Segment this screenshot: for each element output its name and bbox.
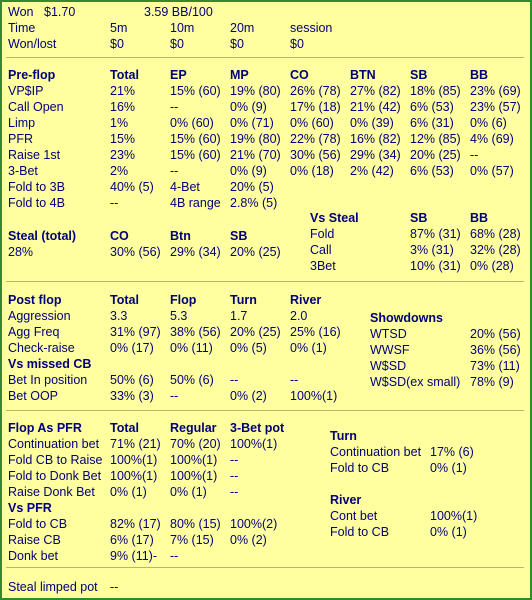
preflop-cell: 29% (34) <box>350 148 401 162</box>
showdown-row-label: W$SD <box>370 359 407 373</box>
preflop-header: MP <box>230 68 249 82</box>
time-label: Time <box>8 21 36 35</box>
showdown-row-value: 78% (9) <box>470 375 514 389</box>
vs-steal-bb-value: 68% (28) <box>470 227 521 241</box>
flop-as-pfr-cell: 0% (1) <box>170 485 207 499</box>
flop-as-pfr-cell: 100%(1) <box>170 469 218 483</box>
showdown-row-value: 20% (56) <box>470 327 521 341</box>
river-row-value: 100%(1) <box>430 509 478 523</box>
vs-pfr-row-label: Raise CB <box>8 533 61 547</box>
steal-co-value: 30% (56) <box>110 245 161 259</box>
preflop-cell: 21% (42) <box>350 100 401 114</box>
vs-steal-bb-value: 32% (28) <box>470 243 521 257</box>
preflop-cell: 21% (70) <box>230 148 281 162</box>
flop-as-pfr-row-label: Fold CB to Raise <box>8 453 103 467</box>
vs-missed-cb-cell: 50% (6) <box>170 373 214 387</box>
preflop-cell: 15% (60) <box>170 132 221 146</box>
flop-as-pfr-cell: -- <box>230 469 239 483</box>
preflop-cell: 15% (60) <box>170 84 221 98</box>
flop-as-pfr-row-label: Continuation bet <box>8 437 100 451</box>
vs-steal-header-bb: BB <box>470 211 489 225</box>
turn-row-value: 0% (1) <box>430 461 467 475</box>
showdown-row-label: W$SD(ex small) <box>370 375 461 389</box>
showdown-row-value: 73% (11) <box>470 359 520 373</box>
postflop-row-label: Aggression <box>8 309 71 323</box>
vs-pfr-cell: 100%(2) <box>230 517 278 531</box>
four-bet-range-value: 2.8% (5) <box>230 196 278 210</box>
vs-missed-cb-cell: 100%(1) <box>290 389 338 403</box>
showdown-row-label: WWSF <box>370 343 410 357</box>
time-10m: 10m <box>170 21 195 35</box>
postflop-cell: 0% (17) <box>110 341 154 355</box>
postflop-cell: 2.0 <box>290 309 308 323</box>
won-lost-5m: $0 <box>110 37 124 51</box>
section-divider <box>6 281 524 282</box>
flop-as-pfr-cell: 0% (1) <box>110 485 147 499</box>
preflop-cell: 0% (6) <box>470 116 507 130</box>
postflop-title: Post flop <box>8 293 62 307</box>
preflop-header: CO <box>290 68 309 82</box>
preflop-row-label: Call Open <box>8 100 64 114</box>
vs-steal-sb-value: 10% (31) <box>410 259 461 273</box>
preflop-cell: -- <box>170 100 179 114</box>
preflop-row-label: Raise 1st <box>8 148 61 162</box>
flop-as-pfr-title: Flop As PFR <box>8 421 82 435</box>
vs-pfr-cell: -- <box>170 549 179 563</box>
time-20m: 20m <box>230 21 255 35</box>
preflop-cell: 6% (53) <box>410 100 454 114</box>
won-lost-label: Won/lost <box>8 37 57 51</box>
won-label: Won <box>8 5 34 19</box>
flop-as-pfr-cell: -- <box>230 453 239 467</box>
vs-pfr-row-label: Fold to CB <box>8 517 68 531</box>
preflop-cell: 6% (53) <box>410 164 454 178</box>
vs-missed-cb-cell: 50% (6) <box>110 373 154 387</box>
postflop-cell: 1.7 <box>230 309 248 323</box>
preflop-header: SB <box>410 68 428 82</box>
preflop-cell: 15% (60) <box>170 148 221 162</box>
river-row-label: Cont bet <box>330 509 378 523</box>
steal-total-title: Steal (total) <box>8 229 77 243</box>
vs-steal-sb-value: 87% (31) <box>410 227 461 241</box>
flop-as-pfr-header: Total <box>110 421 139 435</box>
vs-steal-row-label: 3Bet <box>310 259 336 273</box>
preflop-cell: 19% (80) <box>230 132 281 146</box>
won-lost-10m: $0 <box>170 37 184 51</box>
vs-steal-sb-value: 3% (31) <box>410 243 454 257</box>
preflop-cell: 23% <box>110 148 136 162</box>
preflop-cell: 21% <box>110 84 136 98</box>
vs-missed-cb-cell: -- <box>170 389 179 403</box>
section-divider <box>6 567 524 568</box>
preflop-cell: -- <box>470 148 479 162</box>
won-amount: $1.70 <box>44 5 76 19</box>
vs-steal-row-label: Call <box>310 243 332 257</box>
postflop-row-label: Agg Freq <box>8 325 60 339</box>
vs-steal-bb-value: 0% (28) <box>470 259 514 273</box>
flop-as-pfr-cell: 71% (21) <box>110 437 161 451</box>
preflop-header: EP <box>170 68 187 82</box>
turn-row-label: Continuation bet <box>330 445 422 459</box>
vs-missed-cb-title: Vs missed CB <box>8 357 92 371</box>
vs-missed-cb-row-label: Bet In position <box>8 373 88 387</box>
postflop-cell: 20% (25) <box>230 325 281 339</box>
preflop-cell: 18% (85) <box>410 84 461 98</box>
steal-header-co: CO <box>110 229 129 243</box>
vs-steal-title: Vs Steal <box>310 211 359 225</box>
preflop-cell: 23% (69) <box>470 84 521 98</box>
flop-as-pfr-row-label: Fold to Donk Bet <box>8 469 102 483</box>
vs-pfr-cell: 0% (2) <box>230 533 267 547</box>
preflop-cell: 17% (18) <box>290 100 341 114</box>
postflop-header: River <box>290 293 322 307</box>
flop-as-pfr-cell: 70% (20) <box>170 437 221 451</box>
showdowns-title: Showdowns <box>370 311 443 325</box>
preflop-cell: 12% (85) <box>410 132 461 146</box>
postflop-cell: 0% (1) <box>290 341 327 355</box>
vs-pfr-title: Vs PFR <box>8 501 52 515</box>
won-lost-session: $0 <box>290 37 304 51</box>
preflop-cell: 23% (57) <box>470 100 521 114</box>
preflop-row-label: Limp <box>8 116 36 130</box>
vs-missed-cb-cell: 33% (3) <box>110 389 154 403</box>
vs-missed-cb-cell: -- <box>290 373 299 387</box>
preflop-cell: 0% (71) <box>230 116 274 130</box>
fold-to-4bet-label: Fold to 4B <box>8 196 65 210</box>
postflop-header: Turn <box>230 293 257 307</box>
fold-to-4bet-value: -- <box>110 196 119 210</box>
preflop-cell: 0% (60) <box>170 116 214 130</box>
four-bet-value: 20% (5) <box>230 180 274 194</box>
preflop-cell: 22% (78) <box>290 132 341 146</box>
flop-as-pfr-cell: 100%(1) <box>110 469 158 483</box>
preflop-row-label: VP$IP <box>8 84 44 98</box>
postflop-cell: 38% (56) <box>170 325 221 339</box>
flop-as-pfr-row-label: Raise Donk Bet <box>8 485 95 499</box>
vs-pfr-cell: 82% (17) <box>110 517 161 531</box>
won-lost-20m: $0 <box>230 37 244 51</box>
flop-as-pfr-cell: -- <box>230 485 239 499</box>
preflop-header: BB <box>470 68 489 82</box>
postflop-cell: 3.3 <box>110 309 128 323</box>
preflop-cell: 0% (9) <box>230 164 267 178</box>
section-divider <box>6 57 524 58</box>
postflop-cell: 0% (5) <box>230 341 267 355</box>
preflop-cell: 2% (42) <box>350 164 394 178</box>
four-bet-label: 4-Bet <box>170 180 200 194</box>
steal-total-value: 28% <box>8 245 34 259</box>
preflop-cell: 0% (18) <box>290 164 334 178</box>
showdown-row-label: WTSD <box>370 327 407 341</box>
vs-steal-row-label: Fold <box>310 227 335 241</box>
preflop-cell: 4% (69) <box>470 132 514 146</box>
preflop-header: Total <box>110 68 139 82</box>
flop-as-pfr-header: Regular <box>170 421 217 435</box>
preflop-cell: 1% <box>110 116 129 130</box>
preflop-row-label: 3-Bet <box>8 164 38 178</box>
preflop-cell: 6% (31) <box>410 116 454 130</box>
steal-btn-value: 29% (34) <box>170 245 221 259</box>
postflop-cell: 25% (16) <box>290 325 341 339</box>
preflop-cell: 0% (9) <box>230 100 267 114</box>
vs-missed-cb-row-label: Bet OOP <box>8 389 59 403</box>
vs-steal-header-sb: SB <box>410 211 428 225</box>
postflop-row-label: Check-raise <box>8 341 75 355</box>
preflop-cell: 15% <box>110 132 136 146</box>
turn-row-label: Fold to CB <box>330 461 390 475</box>
preflop-cell: 0% (57) <box>470 164 514 178</box>
preflop-cell: 16% (82) <box>350 132 401 146</box>
steal-limped-pot-label: Steal limped pot <box>8 580 98 594</box>
vs-missed-cb-cell: 0% (2) <box>230 389 267 403</box>
steal-limped-pot-value: -- <box>110 580 119 594</box>
four-bet-range-label: 4B range <box>170 196 221 210</box>
bb-per-100: 3.59 BB/100 <box>144 5 213 19</box>
preflop-cell: 16% <box>110 100 136 114</box>
preflop-cell: 30% (56) <box>290 148 341 162</box>
time-session: session <box>290 21 333 35</box>
vs-missed-cb-cell: -- <box>230 373 239 387</box>
steal-header-sb: SB <box>230 229 248 243</box>
preflop-header: BTN <box>350 68 376 82</box>
steal-header-btn: Btn <box>170 229 191 243</box>
fold-to-3bet-value: 40% (5) <box>110 180 154 194</box>
postflop-cell: 0% (11) <box>170 341 213 355</box>
vs-pfr-row-label: Donk bet <box>8 549 59 563</box>
postflop-header: Flop <box>170 293 197 307</box>
time-5m: 5m <box>110 21 128 35</box>
steal-sb-value: 20% (25) <box>230 245 281 259</box>
flop-as-pfr-cell: 100%(1) <box>110 453 158 467</box>
preflop-cell: 26% (78) <box>290 84 341 98</box>
section-divider <box>6 410 524 411</box>
flop-as-pfr-cell: 100%(1) <box>170 453 218 467</box>
postflop-header: Total <box>110 293 139 307</box>
flop-as-pfr-cell: 100%(1) <box>230 437 278 451</box>
river-row-label: Fold to CB <box>330 525 390 539</box>
preflop-row-label: PFR <box>8 132 33 146</box>
preflop-cell: 0% (39) <box>350 116 394 130</box>
postflop-cell: 5.3 <box>170 309 188 323</box>
turn-row-value: 17% (6) <box>430 445 474 459</box>
preflop-title: Pre-flop <box>8 68 56 82</box>
turn-title: Turn <box>330 429 357 443</box>
vs-pfr-cell: 6% (17) <box>110 533 154 547</box>
vs-pfr-cell: 7% (15) <box>170 533 214 547</box>
river-row-value: 0% (1) <box>430 525 467 539</box>
vs-pfr-cell: 9% (11)- <box>110 549 158 563</box>
preflop-cell: 0% (60) <box>290 116 334 130</box>
showdown-row-value: 36% (56) <box>470 343 521 357</box>
preflop-cell: 19% (80) <box>230 84 281 98</box>
fold-to-3bet-label: Fold to 3B <box>8 180 65 194</box>
flop-as-pfr-header: 3-Bet pot <box>230 421 285 435</box>
preflop-cell: 2% <box>110 164 129 178</box>
postflop-cell: 31% (97) <box>110 325 161 339</box>
preflop-cell: 27% (82) <box>350 84 401 98</box>
preflop-cell: -- <box>170 164 179 178</box>
vs-pfr-cell: 80% (15) <box>170 517 221 531</box>
river-title: River <box>330 493 362 507</box>
preflop-cell: 20% (25) <box>410 148 461 162</box>
